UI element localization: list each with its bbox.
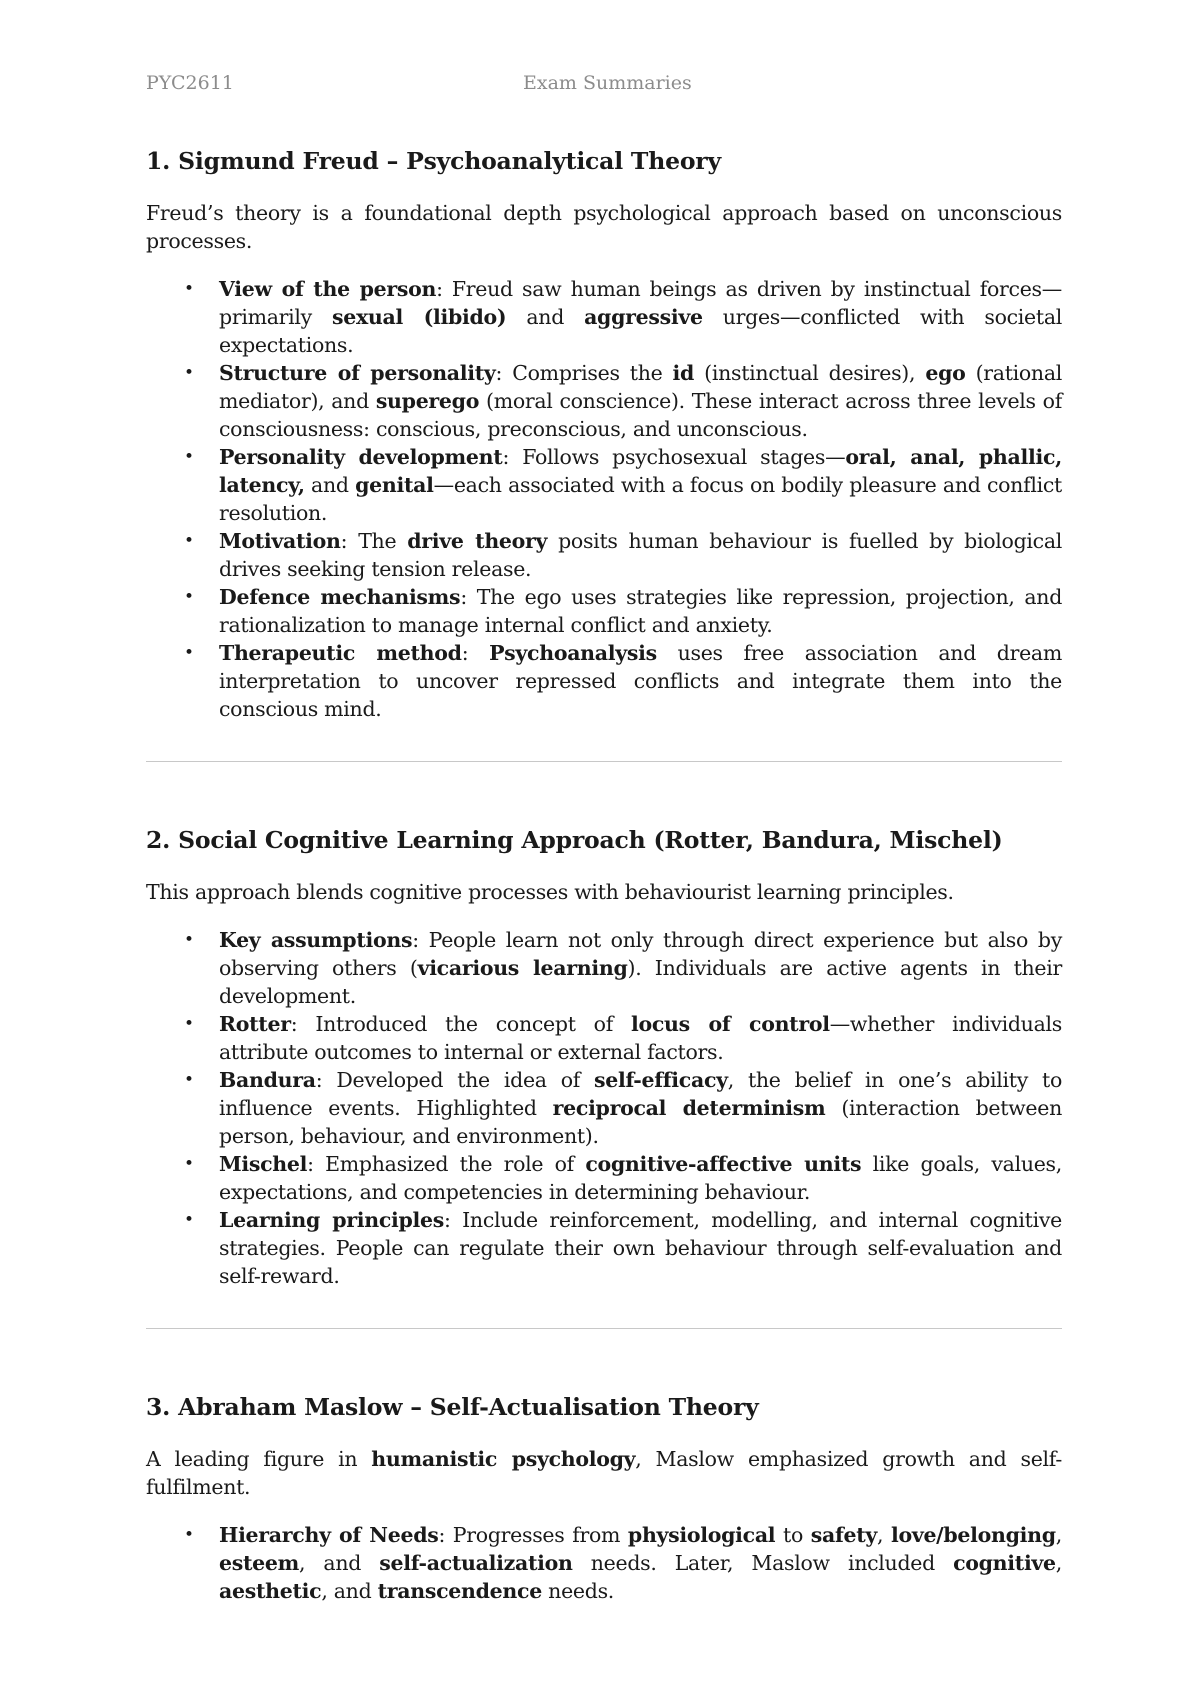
list-item: • Therapeutic method: Psychoanalysis uses free association and dream interpretation to uncover repressed conflicts and integrate them into the conscious mind. — [184, 641, 1062, 721]
section-intro: Freud’s theory is a foundational depth psychological approach based on unconscious processes. — [146, 201, 1062, 253]
course-code: PYC2611 — [146, 72, 234, 94]
bullet-icon: • — [184, 447, 194, 467]
list-item: • Hierarchy of Needs: Progresses from physiological to safety, love/belonging, esteem, and self-actualization needs. Later, Maslow included cognitive, aesthetic, and transcendence needs. — [184, 1523, 1063, 1603]
bullet-icon: • — [184, 363, 194, 383]
list-item: • Personality development: Follows psychosexual stages—oral, anal, phallic, latency, and genital—each associated with a focus on bodily pleasure and conflict resolution. — [184, 445, 1062, 525]
bullet-icon: • — [184, 1154, 194, 1174]
bullet-icon: • — [184, 1210, 194, 1230]
list-item: • Structure of personality: Comprises the id (instinctual desires), ego (rational mediator), and superego (moral conscience). These interact across three levels of consciousness: conscious, preconscious, and unconscious. — [184, 361, 1063, 441]
section-freud — [146, 145, 1062, 723]
bullet-icon: • — [184, 1525, 194, 1545]
list-item: • Motivation: The drive theory posits human behaviour is fuelled by biological drives seeking tension release. — [184, 529, 1063, 581]
bullet-icon: • — [184, 531, 194, 551]
bullet-icon: • — [184, 1070, 194, 1090]
header-title: Exam Summaries — [523, 72, 692, 94]
bullet-icon: • — [184, 643, 194, 663]
section-social-cognitive — [146, 824, 1062, 1290]
section-intro: This approach blends cognitive processes with behaviourist learning principles. — [146, 880, 954, 904]
bullet-icon: • — [184, 279, 194, 299]
list-item: • Bandura: Developed the idea of self-efficacy, the belief in one’s ability to influence events. Highlighted reciprocal determinism (interaction between person, behaviour, and environment). — [184, 1068, 1062, 1148]
bullet-list — [146, 275, 1062, 723]
section-divider — [146, 1328, 1062, 1329]
list-item: • Rotter: Introduced the concept of locus of control—whether individuals attribute outcomes to internal or external factors. — [184, 1012, 1062, 1064]
section-maslow — [146, 1391, 1062, 1605]
section-divider — [146, 761, 1062, 762]
section-intro: A leading figure in humanistic psychology, Maslow emphasized growth and self-fulfilment. — [146, 1447, 1062, 1499]
list-item: • Key assumptions: People learn not only through direct experience but also by observing others (vicarious learning). Individuals are active agents in their development. — [184, 928, 1063, 1008]
list-item: • View of the person: Freud saw human beings as driven by instinctual forces—primarily sexual (libido) and aggressive urges—conflicted with societal expectations. — [184, 277, 1062, 357]
list-item: • Defence mechanisms: The ego uses strategies like repression, projection, and rationalization to manage internal conflict and anxiety. — [184, 585, 1063, 637]
list-item: • Learning principles: Include reinforcement, modelling, and internal cognitive strategies. People can regulate their own behaviour through self-evaluation and self-reward. — [184, 1208, 1062, 1288]
page-header — [146, 72, 1062, 98]
bullet-icon: • — [184, 930, 194, 950]
section-heading: 3. Abraham Maslow – Self-Actualisation Theory — [146, 1393, 759, 1421]
section-heading: 2. Social Cognitive Learning Approach (Rotter, Bandura, Mischel) — [146, 826, 1003, 854]
bullet-list — [146, 926, 1062, 1290]
section-heading: 1. Sigmund Freud – Psychoanalytical Theory — [146, 147, 721, 175]
document-body — [146, 145, 1062, 1605]
list-item: • Mischel: Emphasized the role of cognitive-affective units like goals, values, expectations, and competencies in determining behaviour. — [184, 1152, 1062, 1204]
bullet-icon: • — [184, 587, 194, 607]
bullet-icon: • — [184, 1014, 194, 1034]
bullet-list — [146, 1521, 1062, 1605]
